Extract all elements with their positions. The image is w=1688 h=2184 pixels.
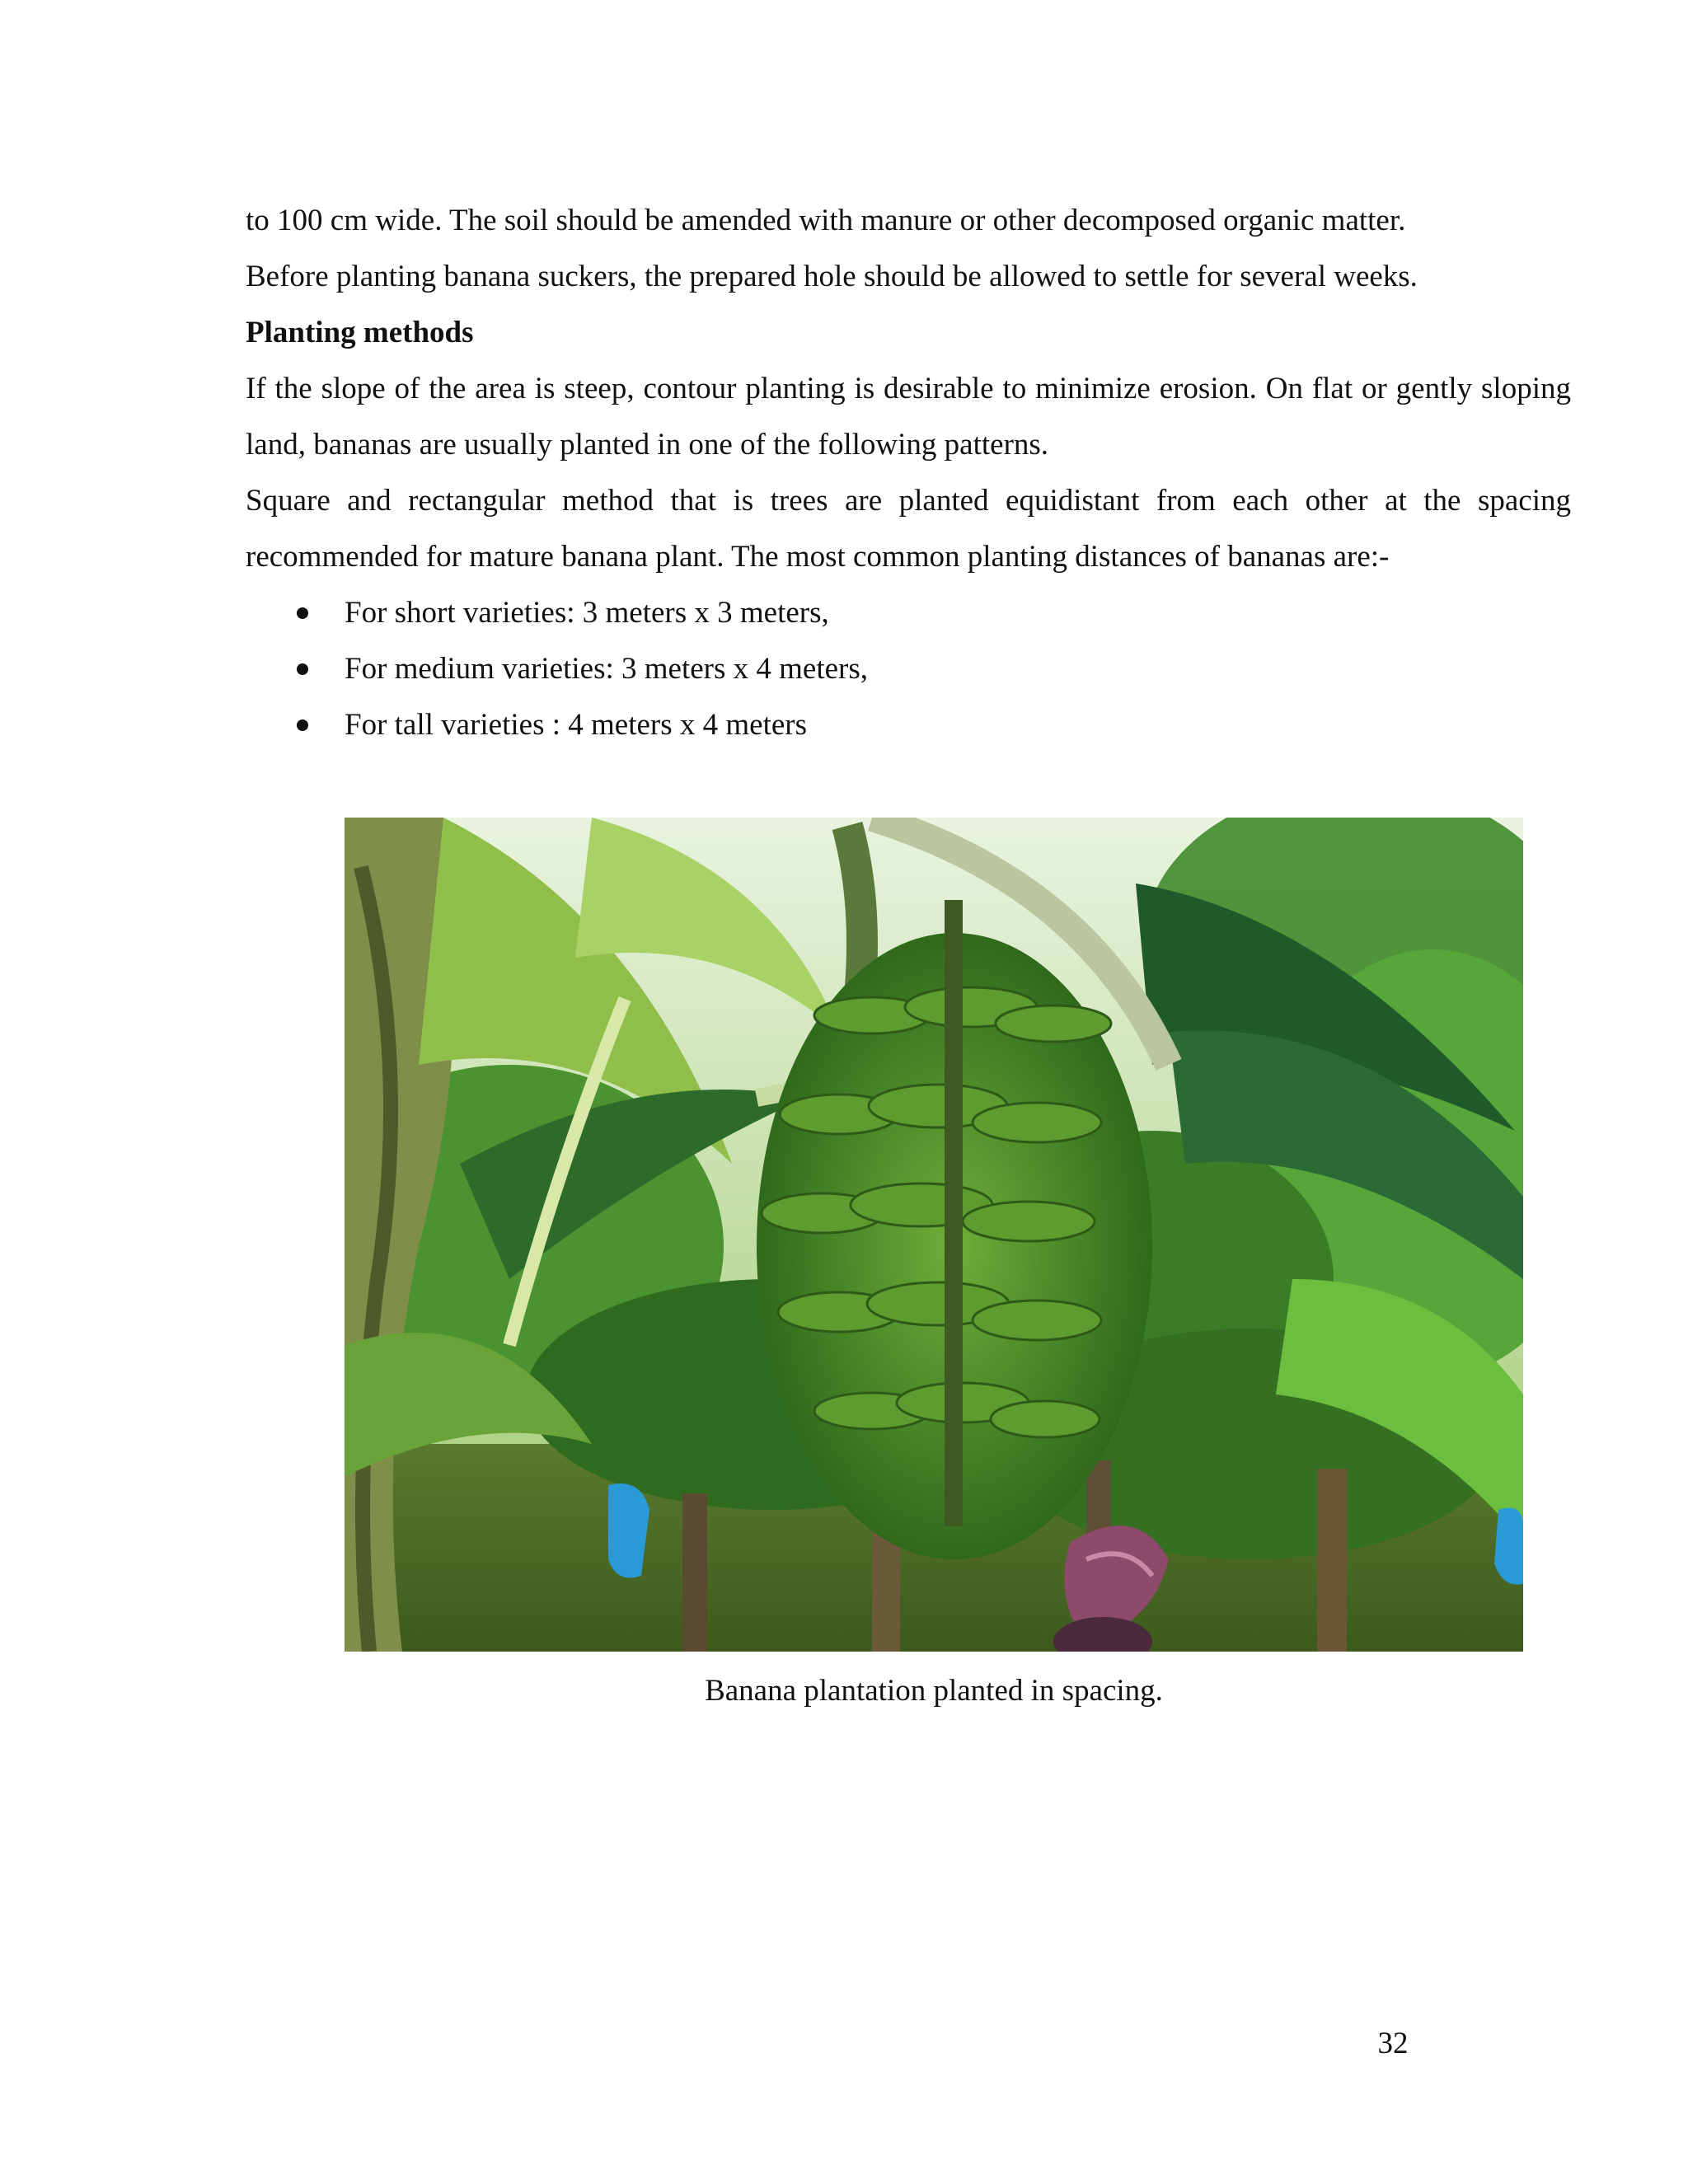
paragraph-soil-line-2: Before planting banana suckers, the prepared hole should be allowed to settle for several weeks. (246, 260, 1418, 293)
figure-caption: Banana plantation planted in spacing. (705, 1674, 1163, 1708)
list-item (246, 585, 1571, 641)
section-heading: Planting methods (246, 316, 474, 349)
list-item-text: For tall varieties : 4 meters x 4 meters (345, 708, 808, 742)
bullet-icon (297, 663, 308, 675)
paragraph-contour-planting: If the slope of the area is steep, contour planting is desirable to minimize erosion. On flat or gently sloping land, bananas are usually planted in one of the following patterns. (246, 372, 1571, 462)
list-item-text: For short varieties: 3 meters x 3 meters, (345, 596, 829, 630)
paragraph-soil-line-1: to 100 cm wide. The soil should be amended with manure or other decomposed organic matter. (246, 204, 1406, 237)
list-item (246, 697, 1571, 753)
bullet-icon (297, 607, 308, 619)
paragraph-square-method: Square and rectangular method that is trees are planted equidistant from each other at the spacing recommended for mature banana plant. The most common planting distances of bananas are:- (246, 484, 1571, 574)
banana-plantation-photo (345, 818, 1523, 1652)
body-text (246, 193, 1571, 753)
spacing-list (246, 585, 1571, 753)
page-number: 32 (1377, 2027, 1409, 2060)
list-item-text: For medium varieties: 3 meters x 4 meters, (345, 652, 869, 686)
list-item (246, 641, 1571, 697)
bullet-icon (297, 719, 308, 731)
